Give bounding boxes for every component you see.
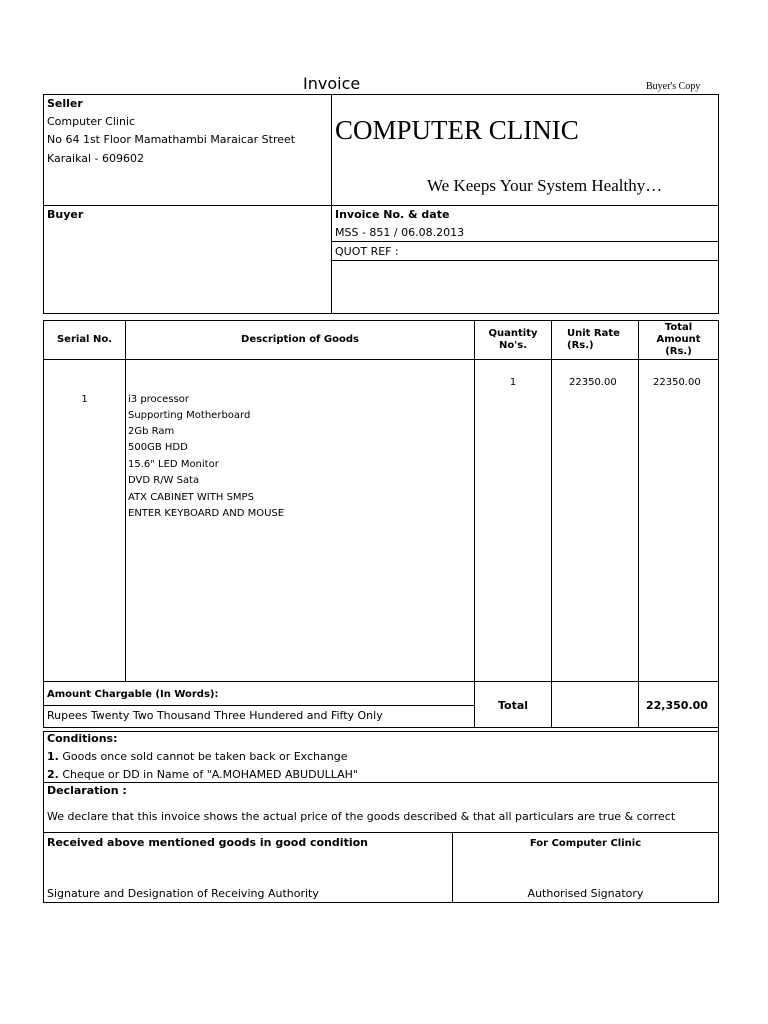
amount-words: Rupees Twenty Two Thousand Three Hundered and Fifty Only	[47, 709, 383, 722]
invoice-number-date: MSS - 851 / 06.08.2013	[335, 226, 465, 239]
table-right	[718, 320, 719, 902]
row-desc-8: ENTER KEYBOARD AND MOUSE	[128, 508, 285, 519]
divider-seller-buyer	[43, 205, 719, 206]
for-company-label: For Computer Clinic	[529, 838, 642, 849]
quot-ref: QUOT REF :	[335, 245, 399, 258]
copy-label: Buyer's Copy	[646, 81, 701, 92]
table-body-bottom	[43, 681, 719, 682]
amount-words-divider	[43, 705, 475, 706]
row-desc-4: 500GB HDD	[128, 442, 188, 453]
declaration-text: We declare that this invoice shows the actual price of the goods described & that all particulars are true & correct	[47, 810, 676, 823]
border-right	[718, 94, 719, 314]
invoice-no-heading: Invoice No. & date	[335, 208, 450, 221]
received-statement: Received above mentioned goods in good condition	[47, 836, 368, 849]
total-label: Total	[497, 699, 529, 712]
header-quantity-1: Quantity	[488, 328, 538, 339]
seller-name: Computer Clinic	[47, 115, 136, 128]
declaration-heading: Declaration :	[47, 784, 127, 797]
table-left	[43, 320, 44, 728]
divider-quot-ref	[331, 260, 719, 261]
border-top-section-bottom	[43, 313, 719, 314]
authorised-signatory-label: Authorised Signatory	[527, 887, 644, 900]
row-desc-1: i3 processor	[128, 394, 189, 405]
col-rate-divider	[638, 320, 639, 728]
divider-invoice-no	[331, 241, 719, 242]
brand-tagline: We Keeps Your System Healthy…	[427, 176, 663, 195]
condition-text: Goods once sold cannot be taken back or Exchange	[58, 750, 348, 763]
header-unit-rate-2: (Rs.)	[567, 340, 594, 351]
header-total-1: Total	[664, 322, 693, 333]
row-desc-3: 2Gb Ram	[128, 426, 175, 437]
divider-seller-brand	[331, 94, 332, 314]
row-desc-5: 15.6" LED Monitor	[128, 459, 219, 470]
buyer-heading: Buyer	[47, 208, 84, 221]
condition-item-1	[47, 750, 347, 763]
row-desc-2: Supporting Motherboard	[128, 410, 251, 421]
brand-name: COMPUTER CLINIC	[335, 115, 579, 145]
table-header-bottom	[43, 359, 719, 360]
header-description: Description of Goods	[241, 334, 359, 345]
row-serial: 1	[81, 394, 88, 405]
border-left	[43, 94, 44, 314]
seller-heading: Seller	[47, 97, 83, 110]
total-value: 22,350.00	[646, 699, 708, 712]
header-unit-rate-1: Unit Rate	[567, 328, 620, 339]
col-serial-divider	[125, 320, 126, 681]
header-total-2: Amount	[656, 334, 701, 345]
header-serial: Serial No.	[56, 334, 113, 345]
conditions-heading: Conditions:	[47, 732, 118, 745]
condition-number: 2.	[47, 768, 59, 781]
row-total: 22350.00	[653, 377, 701, 388]
row-desc-7: ATX CABINET WITH SMPS	[128, 492, 254, 503]
row-desc-6: DVD R/W Sata	[128, 475, 200, 486]
border-top	[43, 94, 719, 95]
seller-address: No 64 1st Floor Mamathambi Maraicar Street	[47, 133, 296, 146]
table-top	[43, 320, 719, 321]
condition-text: Cheque or DD in Name of "A.MOHAMED ABUDULLAH"	[58, 768, 358, 781]
condition-number: 1.	[47, 750, 59, 763]
declaration-top	[43, 782, 719, 783]
header-total-3: (Rs.)	[665, 346, 692, 357]
border-bottom	[43, 902, 719, 903]
header-quantity-2: No's.	[498, 340, 528, 351]
lower-left	[43, 731, 44, 902]
footer-top	[43, 832, 719, 833]
col-qty-divider	[551, 320, 552, 728]
conditions-top	[43, 731, 719, 732]
amount-words-label: Amount Chargable (In Words):	[47, 689, 219, 700]
seller-city: Karaikal - 609602	[47, 152, 145, 165]
row-quantity: 1	[509, 377, 517, 388]
amount-section-bottom	[43, 727, 719, 728]
row-unit-rate: 22350.00	[569, 377, 617, 388]
invoice-title: Invoice	[303, 74, 361, 93]
receiver-signature-label: Signature and Designation of Receiving Authority	[47, 887, 319, 900]
condition-item-2	[47, 768, 358, 781]
